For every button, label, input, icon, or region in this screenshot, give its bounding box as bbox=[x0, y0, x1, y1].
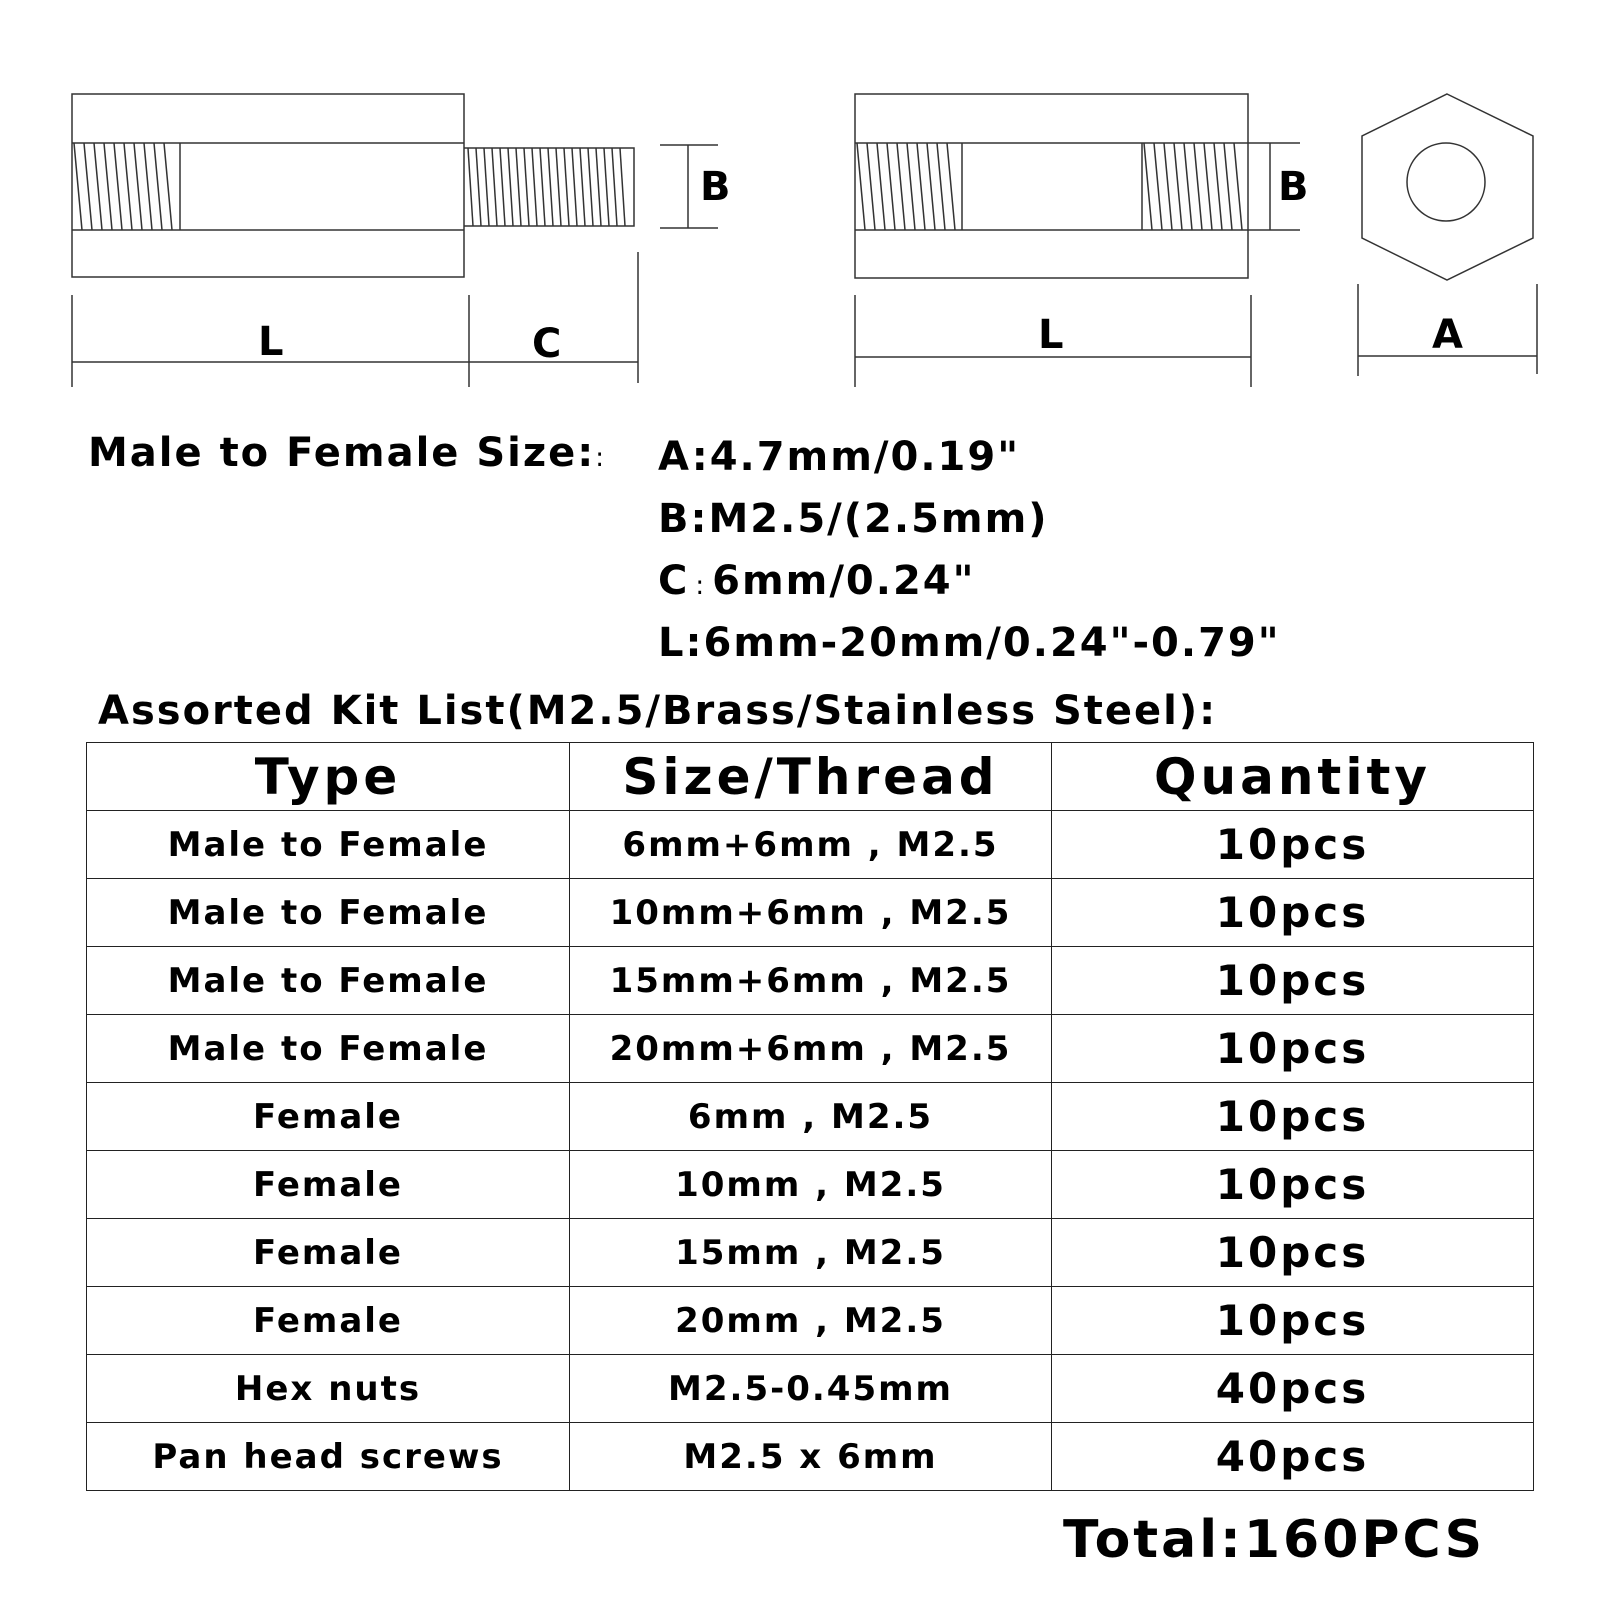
thread-line bbox=[907, 143, 915, 230]
thread-line bbox=[887, 143, 895, 230]
thread-line bbox=[532, 148, 537, 226]
cell-quantity: 10pcs bbox=[1052, 1219, 1534, 1287]
dim-label-b-female: B bbox=[1278, 164, 1309, 210]
thread-line bbox=[500, 148, 505, 226]
thread-line bbox=[1154, 143, 1162, 230]
thread-line bbox=[1194, 143, 1202, 230]
cell-size: 20mm+6mm , M2.5 bbox=[570, 1015, 1052, 1083]
spec-c-prefix: C bbox=[658, 558, 690, 604]
table-row bbox=[87, 811, 1534, 879]
thread-line bbox=[1224, 143, 1232, 230]
total-count: Total:160PCS bbox=[1063, 1510, 1486, 1570]
cell-type: Male to Female bbox=[87, 879, 570, 947]
dim-label-c: C bbox=[532, 321, 562, 367]
standoff-dimension-diagram bbox=[0, 0, 1600, 400]
internal-thread-lines-right bbox=[1144, 143, 1242, 230]
spec-line-b: B:M2.5/(2.5mm) bbox=[658, 496, 1049, 542]
thread-line bbox=[524, 148, 529, 226]
spec-c-separator: : bbox=[695, 571, 707, 601]
header-quantity: Quantity bbox=[1052, 743, 1534, 811]
thread-line bbox=[897, 143, 905, 230]
cell-quantity: 10pcs bbox=[1052, 1015, 1534, 1083]
spec-line-c bbox=[658, 558, 975, 604]
thread-line bbox=[124, 143, 132, 230]
thread-line bbox=[1144, 143, 1152, 230]
cell-size: 6mm , M2.5 bbox=[570, 1083, 1052, 1151]
table-row bbox=[87, 1355, 1534, 1423]
thread-line bbox=[154, 143, 162, 230]
cell-type: Female bbox=[87, 1083, 570, 1151]
thread-line bbox=[556, 148, 561, 226]
thread-line bbox=[588, 148, 593, 226]
table-row bbox=[87, 947, 1534, 1015]
thread-line bbox=[144, 143, 152, 230]
thread-line bbox=[104, 143, 112, 230]
kit-list-table bbox=[86, 742, 1534, 1491]
table-row bbox=[87, 1423, 1534, 1491]
thread-line bbox=[867, 143, 875, 230]
cell-size: 15mm+6mm , M2.5 bbox=[570, 947, 1052, 1015]
cell-size: 6mm+6mm , M2.5 bbox=[570, 811, 1052, 879]
thread-line bbox=[476, 148, 481, 226]
thread-line bbox=[74, 143, 82, 230]
cell-size: 20mm , M2.5 bbox=[570, 1287, 1052, 1355]
dim-label-l-female: L bbox=[1038, 312, 1064, 358]
thread-line bbox=[540, 148, 545, 226]
cell-type: Pan head screws bbox=[87, 1423, 570, 1491]
cell-type: Female bbox=[87, 1151, 570, 1219]
thread-line bbox=[508, 148, 513, 226]
cell-type: Female bbox=[87, 1287, 570, 1355]
table-header-row bbox=[87, 743, 1534, 811]
dim-label-b-male: B bbox=[700, 164, 731, 210]
thread-line bbox=[947, 143, 955, 230]
thread-line bbox=[1234, 143, 1242, 230]
thread-line bbox=[484, 148, 489, 226]
table-row bbox=[87, 1151, 1534, 1219]
cell-quantity: 10pcs bbox=[1052, 1287, 1534, 1355]
size-heading-separator: : bbox=[595, 443, 607, 473]
cell-size: M2.5-0.45mm bbox=[570, 1355, 1052, 1423]
table-row bbox=[87, 879, 1534, 947]
cell-quantity: 40pcs bbox=[1052, 1423, 1534, 1491]
thread-line bbox=[1174, 143, 1182, 230]
cell-quantity: 10pcs bbox=[1052, 811, 1534, 879]
cell-quantity: 40pcs bbox=[1052, 1355, 1534, 1423]
cell-size: M2.5 x 6mm bbox=[570, 1423, 1052, 1491]
thread-line bbox=[917, 143, 925, 230]
cell-type: Hex nuts bbox=[87, 1355, 570, 1423]
cell-size: 10mm , M2.5 bbox=[570, 1151, 1052, 1219]
table-row bbox=[87, 1287, 1534, 1355]
thread-line bbox=[516, 148, 521, 226]
dim-label-l-male: L bbox=[258, 319, 284, 365]
internal-thread-lines-left bbox=[74, 143, 172, 230]
thread-line bbox=[857, 143, 865, 230]
thread-line bbox=[1204, 143, 1212, 230]
female-standoff-drawing bbox=[855, 94, 1300, 387]
cell-size: 15mm , M2.5 bbox=[570, 1219, 1052, 1287]
size-heading-text: Male to Female Size: bbox=[88, 430, 596, 476]
thread-line bbox=[1214, 143, 1222, 230]
internal-thread-lines-left bbox=[857, 143, 955, 230]
cell-quantity: 10pcs bbox=[1052, 879, 1534, 947]
cell-size: 10mm+6mm , M2.5 bbox=[570, 879, 1052, 947]
cell-type: Male to Female bbox=[87, 1015, 570, 1083]
thread-line bbox=[84, 143, 92, 230]
table-row bbox=[87, 1015, 1534, 1083]
thread-line bbox=[492, 148, 497, 226]
thread-line bbox=[1184, 143, 1192, 230]
thread-line bbox=[877, 143, 885, 230]
size-heading bbox=[88, 430, 606, 476]
cell-quantity: 10pcs bbox=[1052, 1151, 1534, 1219]
thread-line bbox=[164, 143, 172, 230]
male-female-standoff-drawing bbox=[72, 94, 718, 387]
cell-type: Male to Female bbox=[87, 947, 570, 1015]
thread-line bbox=[937, 143, 945, 230]
thread-line bbox=[596, 148, 601, 226]
table-row bbox=[87, 1219, 1534, 1287]
thread-line bbox=[927, 143, 935, 230]
cell-quantity: 10pcs bbox=[1052, 1083, 1534, 1151]
thread-line bbox=[620, 148, 625, 226]
cell-type: Male to Female bbox=[87, 811, 570, 879]
header-type: Type bbox=[87, 743, 570, 811]
kit-list-title: Assorted Kit List(M2.5/Brass/Stainless Steel): bbox=[98, 688, 1218, 734]
thread-line bbox=[612, 148, 617, 226]
thread-line bbox=[468, 148, 473, 226]
thread-line bbox=[134, 143, 142, 230]
male-thread-lines bbox=[468, 148, 625, 226]
thread-line bbox=[572, 148, 577, 226]
thread-line bbox=[548, 148, 553, 226]
thread-line bbox=[564, 148, 569, 226]
spec-line-a: A:4.7mm/0.19" bbox=[658, 434, 1021, 480]
cell-type: Female bbox=[87, 1219, 570, 1287]
thread-line bbox=[1164, 143, 1172, 230]
cell-quantity: 10pcs bbox=[1052, 947, 1534, 1015]
table-row bbox=[87, 1083, 1534, 1151]
thread-line bbox=[580, 148, 585, 226]
spec-c-value: 6mm/0.24" bbox=[712, 558, 976, 604]
spec-line-l: L:6mm-20mm/0.24"-0.79" bbox=[658, 620, 1281, 666]
thread-line bbox=[94, 143, 102, 230]
thread-line bbox=[114, 143, 122, 230]
dim-label-a: A bbox=[1432, 312, 1463, 358]
thread-line bbox=[604, 148, 609, 226]
header-size-thread: Size/Thread bbox=[570, 743, 1052, 811]
